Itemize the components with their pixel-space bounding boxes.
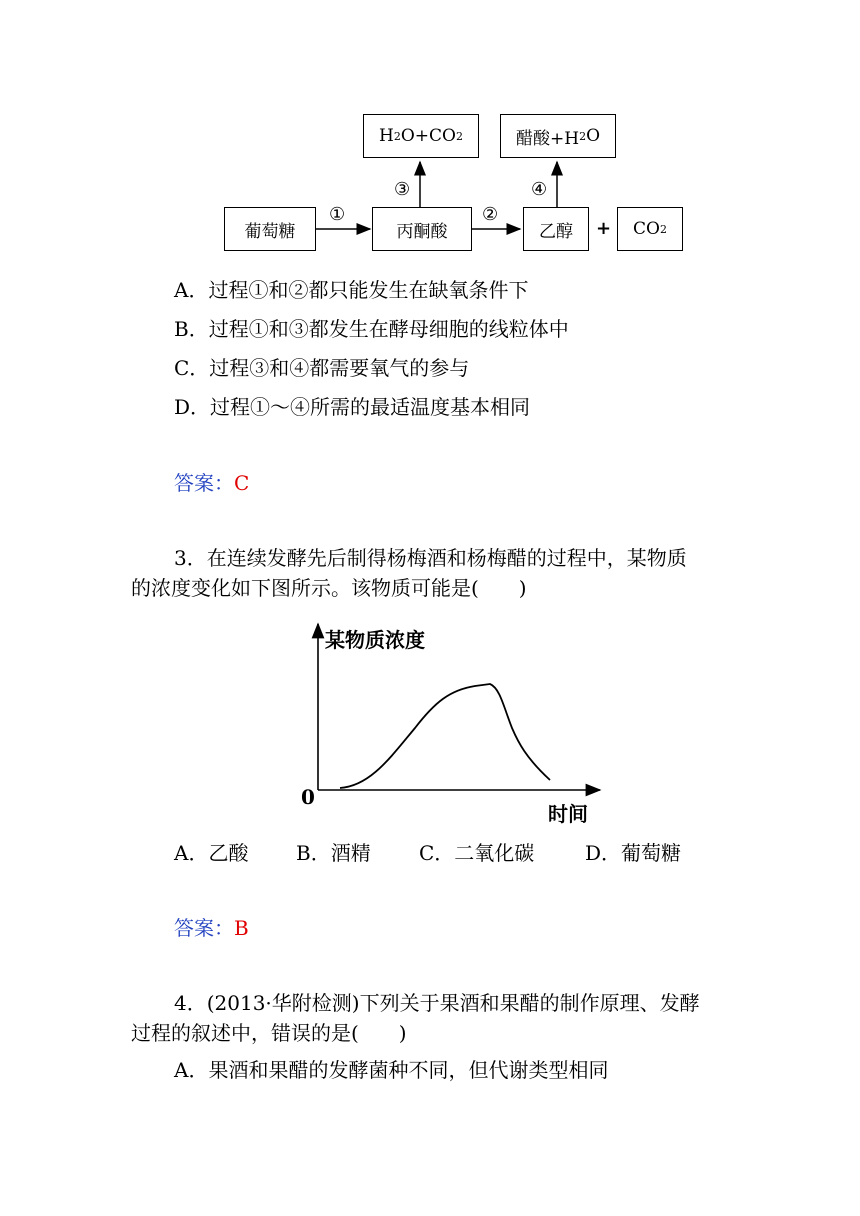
box-ethanol — [523, 207, 589, 251]
q3-option-d: D．葡萄糖 — [585, 841, 682, 865]
step-1-label: ① — [329, 204, 346, 225]
q2-option-a: A．过程①和②都只能发生在缺氧条件下 — [174, 278, 529, 302]
q3-answer-value: B — [234, 916, 249, 940]
chart-x-label: 时间 — [548, 802, 588, 826]
chart-origin-label: 0 — [301, 785, 315, 809]
q3-option-b: B．酒精 — [296, 841, 371, 865]
q3-stem-line1: 3．在连续发酵先后制得杨梅酒和杨梅醋的过程中，某物质 — [174, 546, 687, 570]
box-acetic-text-a: 醋酸+H — [515, 128, 580, 149]
box-water-co2 — [363, 114, 479, 158]
q2-option-b: B．过程①和③都发生在酵母细胞的线粒体中 — [174, 317, 569, 341]
box-water-co2-text-b: O+CO — [400, 126, 456, 146]
chart-y-label: 某物质浓度 — [325, 628, 425, 652]
concentration-curve — [340, 684, 550, 788]
q3-answer-label: 答案： — [174, 916, 234, 940]
box-glucose-label: 葡萄糖 — [244, 221, 296, 242]
q4-stem-line2: 过程的叙述中，错误的是( ) — [131, 1021, 407, 1045]
q3-option-a: A．乙酸 — [174, 841, 249, 865]
box-ethanol-label: 乙醇 — [539, 221, 573, 242]
q4-stem-line1: 4．(2013·华附检测)下列关于果酒和果醋的制作原理、发酵 — [174, 991, 700, 1015]
q3-stem-line2: 的浓度变化如下图所示。该物质可能是( ) — [131, 576, 527, 600]
step-2-label: ② — [482, 204, 499, 225]
box-glucose — [224, 207, 316, 251]
q2-option-c: C．过程③和④都需要氧气的参与 — [174, 356, 470, 380]
q3-answer — [174, 916, 249, 940]
box-acetic-text-b: O — [586, 126, 600, 146]
box-water-co2-sub1: 2 — [393, 129, 401, 143]
q2-answer-label: 答案： — [174, 471, 234, 495]
step-3-label: ③ — [394, 179, 411, 200]
q2-answer-value: C — [234, 471, 250, 495]
box-water-co2-sub2: 2 — [455, 129, 463, 143]
q4-option-a: A．果酒和果醋的发酵菌种不同，但代谢类型相同 — [174, 1058, 609, 1082]
box-pyruvate — [372, 207, 472, 251]
box-co2-label: CO — [633, 219, 660, 239]
q2-answer — [174, 471, 249, 495]
step-4-label: ④ — [531, 179, 548, 200]
box-pyruvate-label: 丙酮酸 — [396, 221, 448, 242]
box-co2 — [617, 207, 683, 251]
q3-option-c: C．二氧化碳 — [419, 841, 535, 865]
box-co2-sub: 2 — [659, 222, 667, 236]
plus-sign: + — [596, 218, 612, 239]
box-acetic-water — [500, 114, 616, 158]
box-acetic-sub: 2 — [579, 129, 587, 143]
box-water-co2-text-a: H — [379, 126, 394, 146]
q2-option-d: D．过程①～④所需的最适温度基本相同 — [174, 395, 531, 419]
